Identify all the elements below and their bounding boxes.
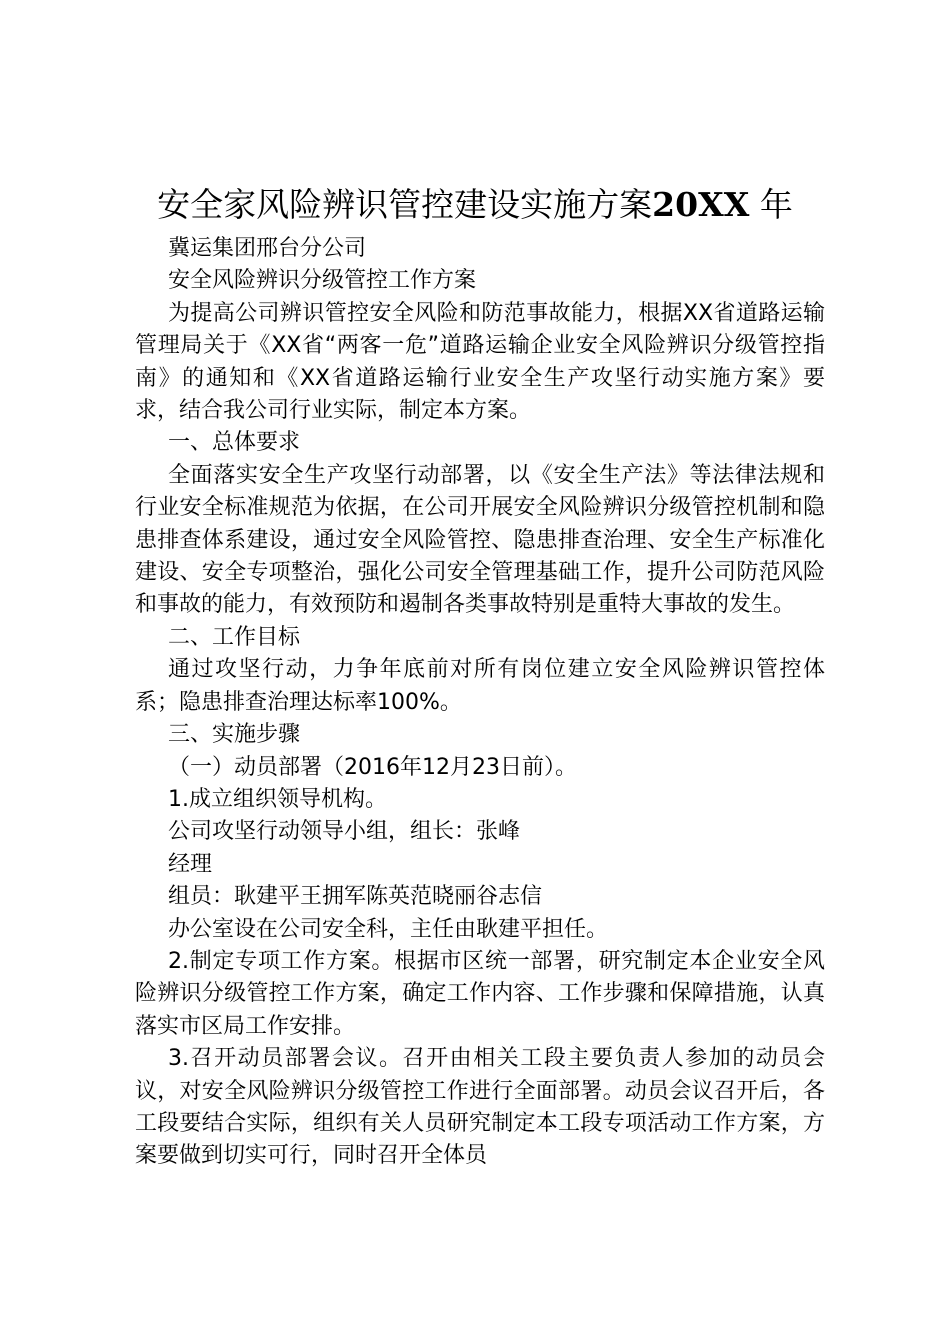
overall-requirements-paragraph: 全面落实安全生产攻坚行动部署，以《安全生产法》等法律法规和行业安全标准规范为依据，在公司开展安全风险辨识分级管控机制和隐患排查体系建设，通过安全风险管控、隐患排查治理、安全生产标准化建设、安全专项整治，强化公司安全管理基础工作，提升公司防范风险和事故的能力，有效预防和遏制各类事故特别是重特大事故的发生。 [135,462,825,618]
title-suffix: 年 [759,185,793,224]
step-mobilization-heading: （一）动员部署（2016年12月23日前）。 [168,754,577,780]
step-1-heading: 1.成立组织领导机构。 [168,786,387,812]
members-line: 组员：耿建平王拥军陈英范晓丽谷志信 [168,884,543,910]
section-heading-implementation-steps: 三、实施步骤 [168,722,301,748]
document-title [0,181,950,229]
leader-line: 公司攻坚行动领导小组，组长：张峰 [168,819,521,845]
title-year: 20XX [652,185,750,224]
section-heading-overall-requirements: 一、总体要求 [168,430,301,456]
step-3-paragraph: 3.召开动员部署会议。召开由相关工段主要负责人参加的动员会议，对安全风险辨识分级管控工作进行全面部署。动员会议召开后，各工段要结合实际，组织有关人员研究制定本工段专项活动工作方案，方案要做到切实可行，同时召开全体员 [135,1046,825,1169]
section-heading-work-goals: 二、工作目标 [168,624,301,650]
company-name: 冀运集团邢台分公司 [168,236,367,261]
plan-subtitle: 安全风险辨识分级管控工作方案 [168,268,477,294]
document-body [135,233,825,1173]
intro-paragraph: 为提高公司辨识管控安全风险和防范事故能力，根据XX省道路运输管理局关于《XX省“两客一危”道路运输企业安全风险辨识分级管控指南》的通知和《XX省道路运输行业安全生产攻坚行动实施方案》要求，结合我公司行业实际，制定本方案。 [135,300,825,424]
office-line: 办公室设在公司安全科，主任由耿建平担任。 [168,916,609,942]
title-main: 安全家风险辨识管控建设实施方案 [157,185,653,224]
leader-title-line: 经理 [168,851,213,877]
work-goals-paragraph: 通过攻坚行动，力争年底前对所有岗位建立安全风险辨识管控体系；隐患排查治理达标率100%。 [135,657,825,715]
step-2-paragraph: 2.制定专项工作方案。根据市区统一部署，研究制定本企业安全风险辨识分级管控工作方案，确定工作内容、工作步骤和保障措施，认真落实市区局工作安排。 [135,948,825,1039]
